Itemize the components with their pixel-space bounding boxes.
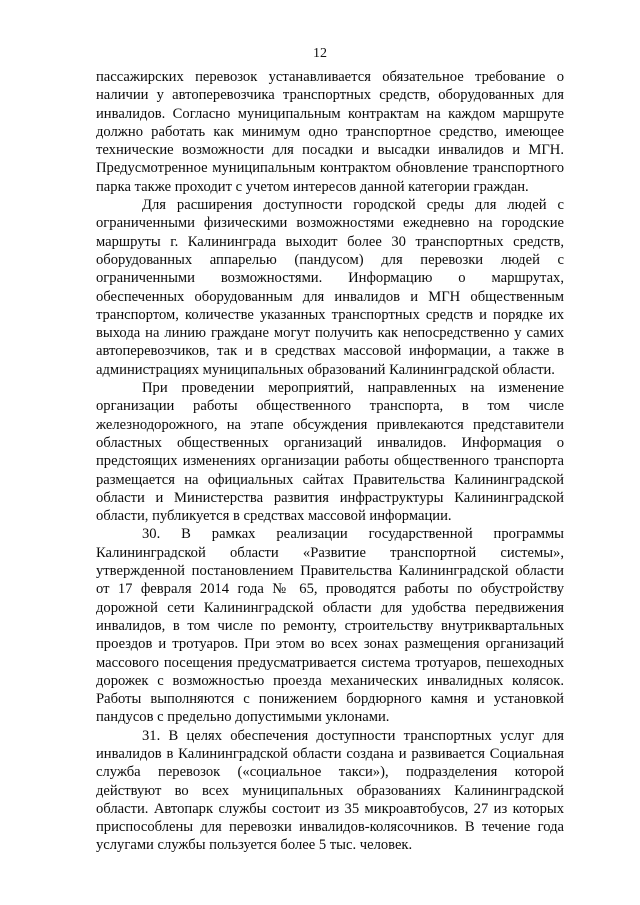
paragraph-item-30: 30. В рамках реализации государственной программы Калининградской области «Развитие транспортной системы», утвержденной постановлением Правительства Калининградской области от 17 февраля 2014 года № 65, проводятся работы по обустройству дорожной сети Калининградской области для удобства передвижения инвалидов, в том числе по ремонту, строительству внутриквартальных проездов и тротуаров. При этом во всех зонах размещения организаций массового посещения предусматривается система тротуаров, пешеходных дорожек с возможностью проезда механических инвалидных колясок. Работы выполняются с понижением бордюрного камня и установкой пандусов с предельно допустимыми уклонами. <box>96 526 564 726</box>
paragraph-public-consultation: При проведении мероприятий, направленных на изменение организации работы общественного транспорта, в том числе железнодорожного, на этапе обсуждения привлекаются представители областных общественных организаций инвалидов. Информация о предстоящих изменениях организации работы общественного транспорта размещается на официальных сайтах Правительства Калининградской области и Министерства развития инфраструктуры Калининградской области, публикуется в средствах массовой информации. <box>96 380 564 525</box>
paragraph-city-routes: Для расширения доступности городской среды для людей с ограниченными физическими возможностями ежедневно на городские маршруты г. Калининграда выходит более 30 транспортных средств, оборудованных аппарелью (пандусом) для перевозки людей с ограниченными возможностями. Информацию о маршрутах, обеспеченных оборудованным для инвалидов и МГН общественным транспортом, количестве указанных транспортных средств и порядке их выхода на линию граждане могут получить как непосредственно у самих автоперевозчиков, так и в средствах массовой информации, а также в администрациях муниципальных образований Калининградской области. <box>96 197 564 378</box>
paragraph-continuation: пассажирских перевозок устанавливается обязательное требование о наличии у автоперевозчика транспортных средств, оборудованных для инвалидов. Согласно муниципальным контрактам на каждом маршруте должно работать как минимум одно транспортное средство, имеющее технические возможности для посадки и высадки инвалидов и МГН. Предусмотренное муниципальным контрактом обновление транспортного парка также проходит с учетом интересов данной категории граждан. <box>96 69 564 195</box>
document-body <box>96 68 564 855</box>
paragraph-item-31: 31. В целях обеспечения доступности транспортных услуг для инвалидов в Калининградской области создана и развивается Социальная служба перевозок («социальное такси»), подразделения которой действуют во всех муниципальных образованиях Калининградской области. Автопарк службы состоит из 35 микроавтобусов, 27 из которых приспособлены для перевозки инвалидов-колясочников. В течение года услугами службы пользуется более 5 тыс. человек. <box>96 727 564 854</box>
page-number: 12 <box>313 46 327 61</box>
